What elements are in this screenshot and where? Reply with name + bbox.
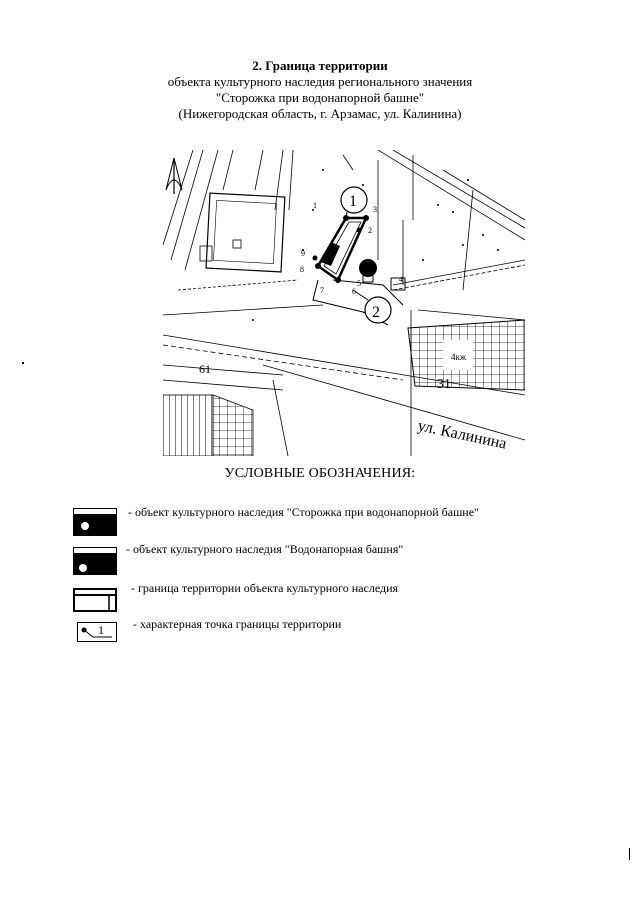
site-map: [163, 150, 525, 456]
map-number-5: 5: [357, 279, 361, 288]
territory-boundary-symbol: [73, 588, 117, 612]
map-number-7: 7: [320, 286, 324, 295]
map-house-61-label: 61: [199, 362, 211, 376]
map-number-9: 9: [301, 249, 305, 258]
scan-speck: [22, 362, 24, 364]
map-floors-label: 4кж: [451, 352, 467, 362]
north-arrow-icon: [166, 158, 182, 194]
heritage-object-2-symbol: [73, 547, 117, 575]
map-point-2-label: 2: [372, 304, 380, 321]
map-street-label: ул. Калинина: [416, 417, 509, 453]
header-line-4: (Нижегородская область, г. Арзамас, ул. Калинина): [178, 106, 462, 121]
map-number-6: 6: [352, 287, 356, 296]
legend-title: УСЛОВНЫЕ ОБОЗНАЧЕНИЯ:: [224, 466, 416, 481]
boundary-point-symbol-label: 1: [98, 623, 104, 637]
legend-item-1: - объект культурного наследия "Сторожка при водонапорной башне": [128, 505, 479, 519]
map-number-4: 4: [399, 275, 403, 284]
map-point-1-label: 1: [349, 193, 357, 210]
header-line-3: "Сторожка при водонапорной башне": [215, 90, 425, 105]
map-number-1: 1: [313, 201, 317, 210]
leader-line-icon: [78, 623, 116, 641]
document-header: [0, 58, 640, 122]
heritage-object-1-symbol: [73, 508, 117, 536]
map-number-8: 8: [300, 265, 304, 274]
document-title: 2. Граница территории: [252, 58, 388, 73]
boundary-point-symbol: [77, 622, 117, 642]
water-tower-shape: [359, 259, 377, 277]
legend-item-4: - характерная точка границы территории: [133, 617, 342, 631]
map-number-3: 3: [373, 205, 377, 214]
scan-speck: [629, 848, 630, 860]
map-house-31-label: 31: [437, 377, 451, 392]
legend-item-2: - объект культурного наследия "Водонапорная башня": [126, 542, 404, 556]
legend-item-3: - граница территории объекта культурного наследия: [131, 581, 399, 595]
header-line-2: объекта культурного наследия регионального значения: [167, 74, 473, 89]
map-number-2: 2: [368, 226, 372, 235]
